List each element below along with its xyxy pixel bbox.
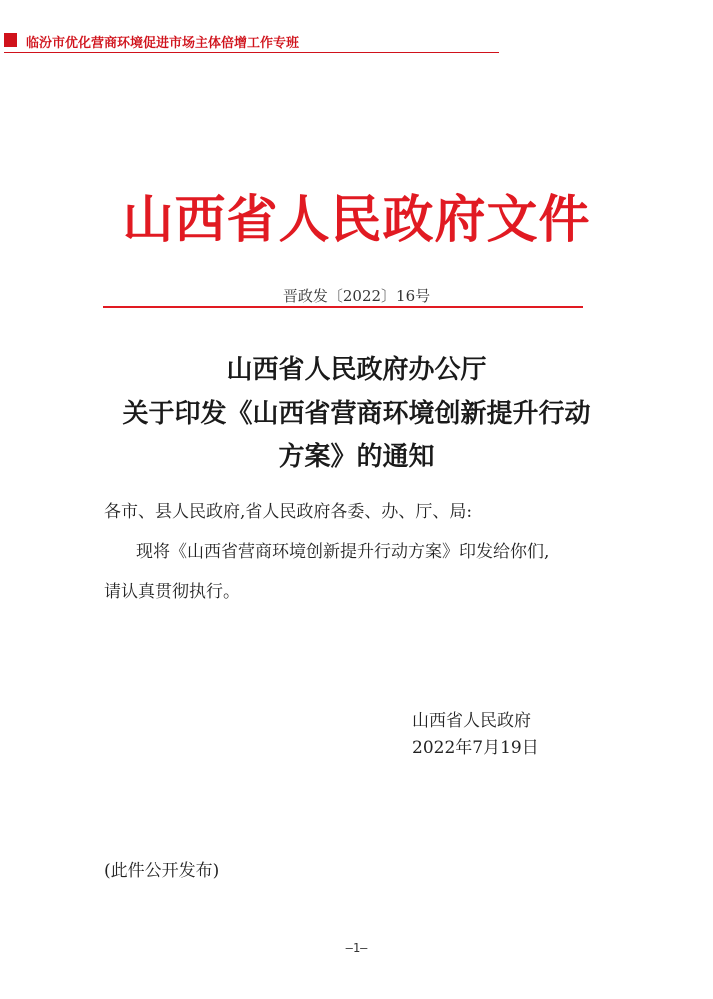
document-header: 山西省人民政府文件 <box>122 190 591 250</box>
document-title-line-2: 关于印发《山西省营商环境创新提升行动 <box>122 399 591 429</box>
issue-date: 2022年7月19日 <box>412 738 539 758</box>
issuer-signature: 山西省人民政府 <box>412 711 531 731</box>
banner-title: 临汾市优化营商环境促进市场主体倍增工作专班 <box>26 36 300 51</box>
document-title-line-3: 方案》的通知 <box>278 442 435 472</box>
banner <box>4 32 499 53</box>
red-divider <box>103 306 583 308</box>
disclosure-note: (此件公开发布) <box>104 861 220 881</box>
addressee: 各市、县人民政府,省人民政府各委、办、厅、局: <box>104 502 473 522</box>
body-line-1: 现将《山西省营商环境创新提升行动方案》印发给你们, <box>136 542 550 562</box>
document-number: 晋政发〔2022〕16号 <box>282 287 431 305</box>
page-number: —1— <box>345 941 368 955</box>
banner-marker <box>4 33 17 47</box>
document-title-line-1: 山西省人民政府办公厅 <box>226 355 487 385</box>
body-line-2: 请认真贯彻执行。 <box>104 582 240 602</box>
